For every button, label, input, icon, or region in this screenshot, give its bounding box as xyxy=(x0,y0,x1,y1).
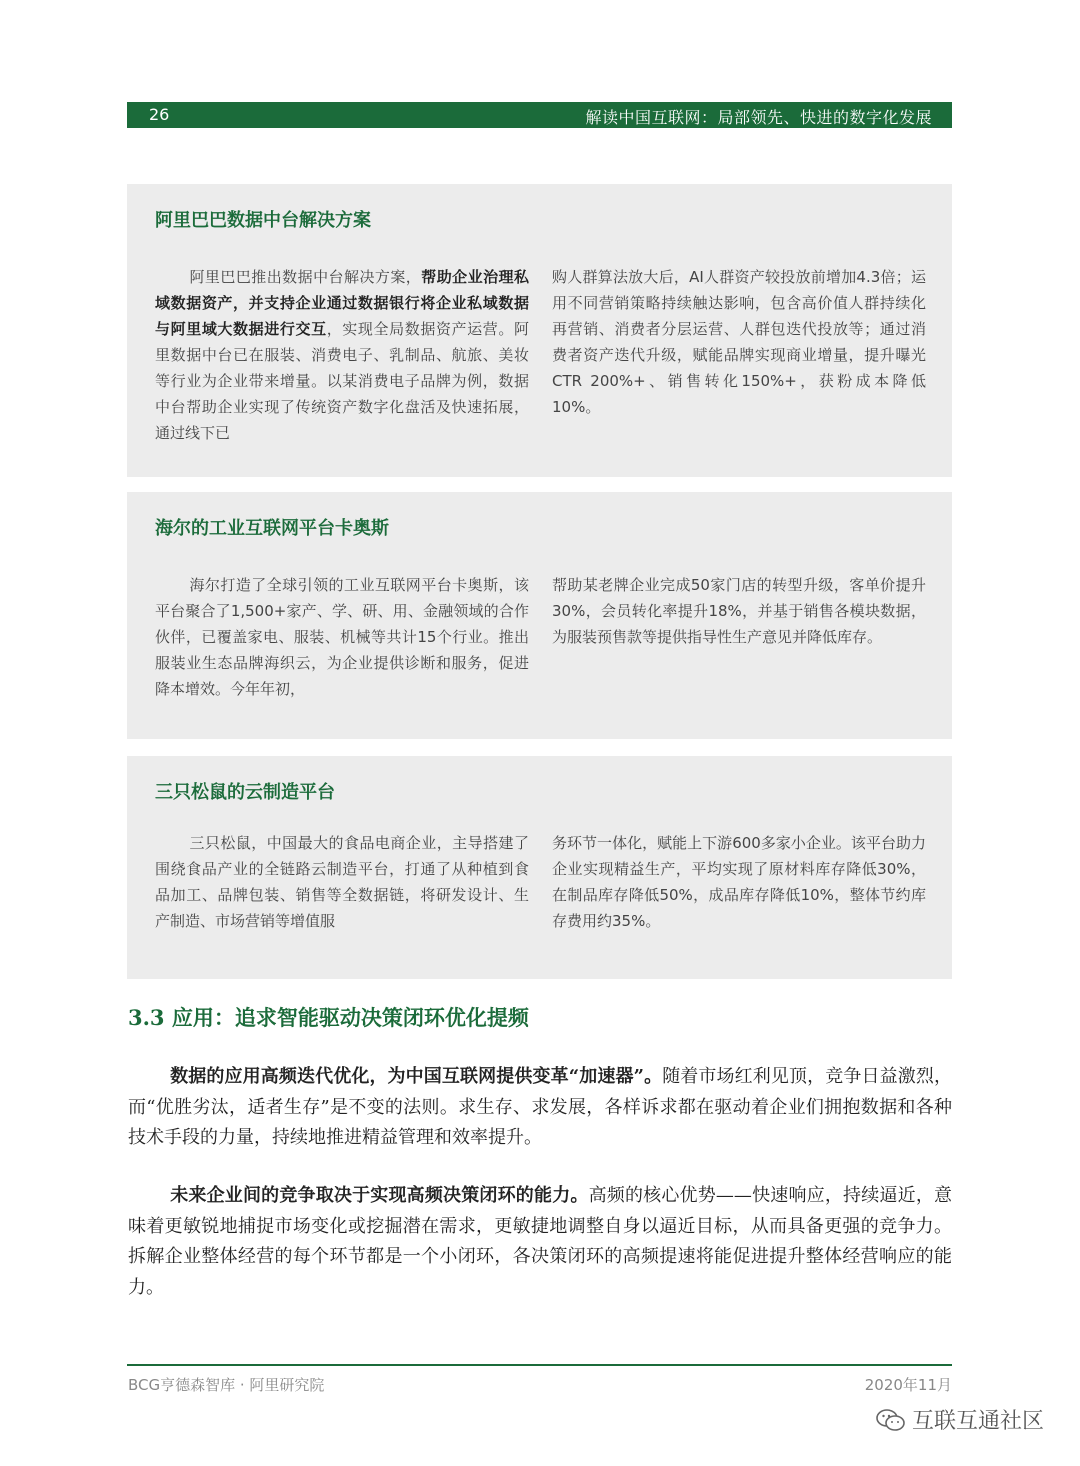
footer-divider xyxy=(127,1364,952,1366)
watermark-text: 互联互通社区 xyxy=(911,1409,1044,1434)
case-title: 三只松鼠的云制造平台 xyxy=(155,782,335,803)
text-run: ，实现全局数据资产运营。阿里数据中台已在服装、消费电子、乳制品、航旅、美妆等行业为企业带来增量。以某消费电子品牌为例，数据中台帮助企业实现了传统资产数字化盘活及快速拓展，通过线下已 xyxy=(155,320,529,442)
footer-source: BCG亨德森智库 · 阿里研究院 xyxy=(128,1376,325,1394)
text-emphasis: 未来企业间的竞争取决于实现高频决策闭环的能力。 xyxy=(170,1185,589,1206)
case-title: 海尔的工业互联网平台卡奥斯 xyxy=(155,518,389,539)
text-run: 三只松鼠，中国最大的食品电商企业，主导搭建了围绕食品产业的全链路云制造平台，打通了从种植到食品加工、品牌包装、销售等全数据链，将研发设计、生产制造、市场营销等增值服 xyxy=(155,834,529,930)
paragraph xyxy=(128,1181,952,1303)
case-text-left xyxy=(155,830,529,934)
watermark xyxy=(876,1404,1044,1435)
case-text-right: 购人群算法放大后，AI人群资产较投放前增加4.3倍；运用不同营销策略持续触达影响，包含高价值人群持续化再营销、消费者分层运营、人群包迭代投放等；通过消费者资产迭代升级，赋能品牌实现商业增量，提升曝光CTR 200%+、销售转化150%+，获粉成本降低10%。 xyxy=(552,268,926,416)
page-number: 26 xyxy=(149,105,170,124)
case-box-alibaba xyxy=(127,184,952,477)
case-text-right: 帮助某老牌企业完成50家门店的转型升级，客单价提升30%，会员转化率提升18%，并基于销售各模块数据，为服装预售款等提供指导性生产意见并降低库存。 xyxy=(552,576,926,646)
text-emphasis: 帮助企业治理私域数据资产，并支持企业通过数据银行将企业私域数据与阿里域大数据进行交互 xyxy=(155,268,529,338)
header-title: 解读中国互联网：局部领先、快进的数字化发展 xyxy=(585,108,932,127)
text-run: 阿里巴巴推出数据中台解决方案， xyxy=(189,268,422,286)
text-run: 高频的核心优势——快速响应，持续逼近，意味着更敏锐地捕捉市场变化或挖掘潜在需求，更敏捷地调整自身以逼近目标，从而具备更强的竞争力。拆解企业整体经营的每个环节都是一个小闭环，各决策闭环的高频提速将能促进提升整体经营响应的能力。 xyxy=(128,1185,953,1298)
text-run: 海尔打造了全球引领的工业互联网平台卡奥斯，该平台聚合了1,500+家产、学、研、用、金融领域的合作伙伴，已覆盖家电、服装、机械等共计15个行业。推出服装业生态品牌海织云，为企业提供诊断和服务，促进降本增效。今年年初， xyxy=(155,576,529,698)
wechat-icon xyxy=(876,1408,906,1432)
case-box-three-squirrels xyxy=(127,756,952,979)
case-box-haier xyxy=(127,492,952,739)
case-text-left xyxy=(155,572,529,702)
paragraph xyxy=(128,1062,952,1154)
case-title: 阿里巴巴数据中台解决方案 xyxy=(155,210,371,231)
case-text-left xyxy=(155,264,529,446)
text-run: 随着市场红利见顶，竞争日益激烈，而“优胜劣汰，适者生存”是不变的法则。求生存、求发展，各样诉求都在驱动着企业们拥抱数据和各种技术手段的力量，持续地推进精益管理和效率提升。 xyxy=(128,1066,952,1148)
section-title: 3.3 应用：追求智能驱动决策闭环优化提频 xyxy=(128,1005,529,1030)
case-text-right: 务环节一体化，赋能上下游600多家小企业。该平台助力企业实现精益生产，平均实现了原材料库存降低30%，在制品库存降低50%，成品库存降低10%，整体节约库存费用约35%。 xyxy=(552,834,926,930)
page-header xyxy=(127,102,952,128)
footer-date: 2020年11月 xyxy=(864,1376,952,1394)
text-emphasis: 数据的应用高频迭代优化，为中国互联网提供变革“加速器”。 xyxy=(170,1066,663,1087)
